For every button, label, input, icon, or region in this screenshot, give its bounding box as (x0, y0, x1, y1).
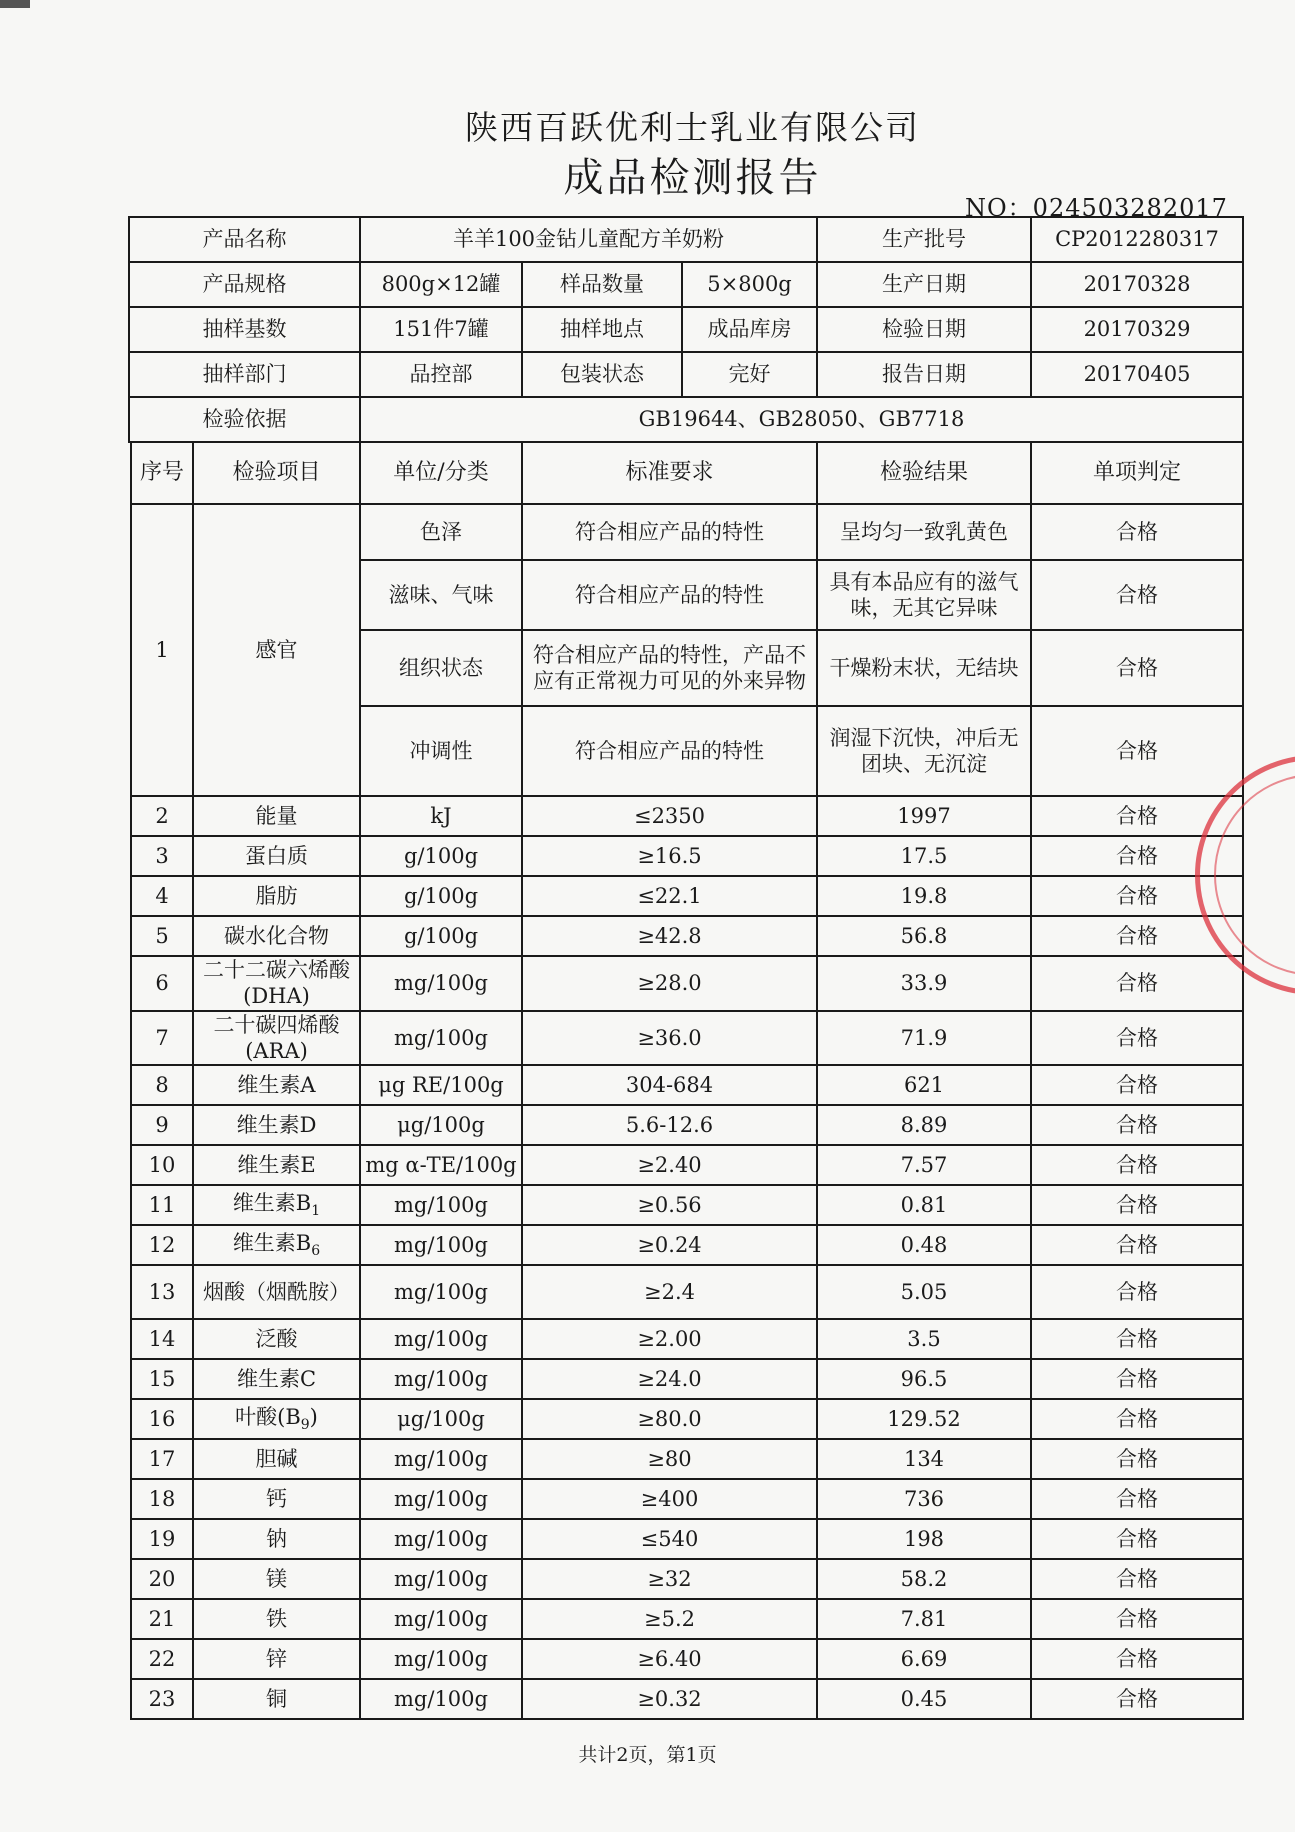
cell-unit: μg RE/100g (360, 1065, 522, 1105)
sensory-row (131, 504, 1243, 560)
cell-unit: mg/100g (360, 1439, 522, 1479)
cell-standard: ≤22.1 (522, 876, 817, 916)
cell-item (193, 1185, 360, 1225)
cell-result: 8.89 (817, 1105, 1031, 1145)
cell-standard: ≥5.2 (522, 1599, 817, 1639)
sample-qty-label: 样品数量 (522, 262, 682, 307)
sensory-standard: 符合相应产品的特性 (522, 504, 817, 560)
table-row (131, 1439, 1243, 1479)
col-judgement: 单项判定 (1031, 442, 1243, 504)
cell-judgement: 合格 (1031, 1639, 1243, 1679)
item-name: 维生素E (237, 1152, 316, 1177)
cell-judgement: 合格 (1031, 1559, 1243, 1599)
cell-item (193, 796, 360, 836)
cell-judgement: 合格 (1031, 1319, 1243, 1359)
prod-date-label: 生产日期 (817, 262, 1031, 307)
cell-standard: ≥36.0 (522, 1011, 817, 1066)
company-name: 陕西百跃优利士乳业有限公司 (465, 108, 920, 147)
product-name-label: 产品名称 (129, 217, 360, 262)
item-name: 铁 (266, 1606, 287, 1631)
cell-result: 198 (817, 1519, 1031, 1559)
cell-no: 16 (131, 1399, 193, 1439)
cell-judgement: 合格 (1031, 1185, 1243, 1225)
col-result: 检验结果 (817, 442, 1031, 504)
cell-standard: ≤2350 (522, 796, 817, 836)
cell-result: 17.5 (817, 836, 1031, 876)
cell-judgement: 合格 (1031, 1439, 1243, 1479)
item-name: 维生素C (236, 1366, 317, 1391)
sensory-result: 具有本品应有的滋气味，无其它异味 (817, 560, 1031, 630)
cell-result: 1997 (817, 796, 1031, 836)
cell-unit: kJ (360, 796, 522, 836)
cell-no: 4 (131, 876, 193, 916)
page-footer: 共计2页，第1页 (578, 1744, 717, 1766)
cell-no: 22 (131, 1639, 193, 1679)
cell-unit: g/100g (360, 836, 522, 876)
cell-result: 71.9 (817, 1011, 1031, 1066)
cell-judgement: 合格 (1031, 1265, 1243, 1319)
cell-no: 2 (131, 796, 193, 836)
item-subscript: 6 (311, 1242, 321, 1259)
table-row (131, 916, 1243, 956)
cell-judgement: 合格 (1031, 1479, 1243, 1519)
sensory-result: 干燥粉末状，无结块 (817, 630, 1031, 706)
cell-no: 12 (131, 1225, 193, 1265)
item-name: 泛酸 (255, 1326, 298, 1351)
prod-date-value: 20170328 (1031, 262, 1243, 307)
cell-item (193, 1599, 360, 1639)
sensory-judgement: 合格 (1031, 560, 1243, 630)
cell-unit: mg/100g (360, 956, 522, 1011)
report-date-label: 报告日期 (817, 352, 1031, 397)
table-row (131, 796, 1243, 836)
cell-item (193, 1679, 360, 1719)
item-subscript: 1 (311, 1202, 321, 1219)
cell-item (193, 1145, 360, 1185)
item-subscript: 9 (300, 1416, 310, 1433)
cell-result: 7.81 (817, 1599, 1031, 1639)
company-seal-ring (1214, 774, 1295, 976)
cell-unit: mg α-TE/100g (360, 1145, 522, 1185)
item-name: 维生素D (236, 1112, 317, 1137)
cell-item (193, 1479, 360, 1519)
col-unit: 单位/分类 (360, 442, 522, 504)
cell-no: 17 (131, 1439, 193, 1479)
cell-standard: ≥0.32 (522, 1679, 817, 1719)
sensory-item: 感官 (193, 504, 360, 796)
cell-judgement: 合格 (1031, 1145, 1243, 1185)
pack-value: 完好 (682, 352, 817, 397)
table-row (131, 1599, 1243, 1639)
cell-judgement: 合格 (1031, 1519, 1243, 1559)
cell-unit: mg/100g (360, 1679, 522, 1719)
spec-value: 800g×12罐 (360, 262, 522, 307)
sensory-judgement: 合格 (1031, 630, 1243, 706)
cell-standard: 304-684 (522, 1065, 817, 1105)
cell-result: 0.81 (817, 1185, 1031, 1225)
cell-item (193, 1639, 360, 1679)
table-row (131, 1011, 1243, 1066)
table-row (131, 1359, 1243, 1399)
cell-result: 33.9 (817, 956, 1031, 1011)
item-name: 钠 (266, 1526, 287, 1551)
cell-judgement: 合格 (1031, 876, 1243, 916)
cell-standard: 5.6-12.6 (522, 1105, 817, 1145)
table-row (131, 1105, 1243, 1145)
base-value: 151件7罐 (360, 307, 522, 352)
item-name: 胆碱 (255, 1446, 298, 1471)
table-row (131, 1145, 1243, 1185)
cell-judgement: 合格 (1031, 796, 1243, 836)
cell-result: 7.57 (817, 1145, 1031, 1185)
cell-unit: mg/100g (360, 1479, 522, 1519)
info-row (129, 262, 1243, 307)
cell-item (193, 1359, 360, 1399)
cell-standard: ≥0.24 (522, 1225, 817, 1265)
cell-unit: g/100g (360, 916, 522, 956)
cell-item (193, 1559, 360, 1599)
product-name-value: 羊羊100金钻儿童配方羊奶粉 (360, 217, 817, 262)
sensory-result: 润湿下沉快，冲后无团块、无沉淀 (817, 706, 1031, 796)
cell-item (193, 1105, 360, 1145)
pack-label: 包装状态 (522, 352, 682, 397)
test-date-value: 20170329 (1031, 307, 1243, 352)
item-name: 蛋白质 (245, 843, 308, 868)
table-row (131, 836, 1243, 876)
cell-no: 19 (131, 1519, 193, 1559)
cell-judgement: 合格 (1031, 916, 1243, 956)
cell-judgement: 合格 (1031, 956, 1243, 1011)
item-name: 二十二碳六烯酸(DHA) (203, 958, 350, 1009)
sensory-unit: 滋味、气味 (360, 560, 522, 630)
cell-item (193, 956, 360, 1011)
item-name: 维生素A (237, 1072, 316, 1097)
sensory-judgement: 合格 (1031, 504, 1243, 560)
cell-no: 5 (131, 916, 193, 956)
sensory-unit: 冲调性 (360, 706, 522, 796)
table-row (131, 1519, 1243, 1559)
cell-result: 6.69 (817, 1639, 1031, 1679)
item-name: 烟酸（烟酰胺） (203, 1279, 350, 1304)
info-row (129, 217, 1243, 262)
table-row (131, 1679, 1243, 1719)
cell-unit: μg/100g (360, 1105, 522, 1145)
cell-judgement: 合格 (1031, 1679, 1243, 1719)
cell-standard: ≥32 (522, 1559, 817, 1599)
cell-standard: ≥6.40 (522, 1639, 817, 1679)
cell-judgement: 合格 (1031, 1225, 1243, 1265)
cell-item (193, 836, 360, 876)
cell-no: 10 (131, 1145, 193, 1185)
item-name: 维生素B (232, 1190, 312, 1215)
table-row (131, 1479, 1243, 1519)
cell-item (193, 1065, 360, 1105)
cell-no: 9 (131, 1105, 193, 1145)
product-info-table (128, 216, 1244, 443)
item-name: 能量 (255, 803, 298, 828)
cell-result: 96.5 (817, 1359, 1031, 1399)
cell-item (193, 1319, 360, 1359)
sensory-unit: 组织状态 (360, 630, 522, 706)
cell-no: 20 (131, 1559, 193, 1599)
cell-unit: mg/100g (360, 1599, 522, 1639)
location-label: 抽样地点 (522, 307, 682, 352)
table-row (131, 1639, 1243, 1679)
batch-label: 生产批号 (817, 217, 1031, 262)
sensory-standard: 符合相应产品的特性 (522, 560, 817, 630)
cell-no: 11 (131, 1185, 193, 1225)
cell-standard: ≥24.0 (522, 1359, 817, 1399)
cell-no: 21 (131, 1599, 193, 1639)
cell-item (193, 1225, 360, 1265)
test-date-label: 检验日期 (817, 307, 1031, 352)
table-row (131, 1559, 1243, 1599)
cell-no: 14 (131, 1319, 193, 1359)
item-suffix: ) (309, 1404, 318, 1429)
test-results-table (130, 441, 1244, 1720)
cell-standard: ≥80.0 (522, 1399, 817, 1439)
cell-unit: g/100g (360, 876, 522, 916)
cell-no: 23 (131, 1679, 193, 1719)
cell-result: 0.45 (817, 1679, 1031, 1719)
info-row (129, 307, 1243, 352)
cell-judgement: 合格 (1031, 836, 1243, 876)
cell-standard: ≤540 (522, 1519, 817, 1559)
table-row (131, 876, 1243, 916)
col-item: 检验项目 (193, 442, 360, 504)
sensory-standard: 符合相应产品的特性，产品不应有正常视力可见的外来异物 (522, 630, 817, 706)
item-name: 铜 (266, 1686, 287, 1711)
cell-result: 129.52 (817, 1399, 1031, 1439)
cell-result: 3.5 (817, 1319, 1031, 1359)
cell-unit: mg/100g (360, 1559, 522, 1599)
cell-unit: mg/100g (360, 1319, 522, 1359)
cell-item (193, 1265, 360, 1319)
location-value: 成品库房 (682, 307, 817, 352)
cell-standard: ≥16.5 (522, 836, 817, 876)
cell-item (193, 1519, 360, 1559)
sample-qty-value: 5×800g (682, 262, 817, 307)
info-row (129, 397, 1243, 442)
item-name: 镁 (266, 1566, 287, 1591)
item-name: 脂肪 (255, 883, 298, 908)
cell-no: 18 (131, 1479, 193, 1519)
cell-standard: ≥0.56 (522, 1185, 817, 1225)
cell-result: 5.05 (817, 1265, 1031, 1319)
table-row (131, 1225, 1243, 1265)
basis-label: 检验依据 (129, 397, 360, 442)
col-standard: 标准要求 (522, 442, 817, 504)
cell-item (193, 916, 360, 956)
cell-unit: mg/100g (360, 1639, 522, 1679)
table-row (131, 1319, 1243, 1359)
cell-standard: ≥28.0 (522, 956, 817, 1011)
cell-unit: mg/100g (360, 1359, 522, 1399)
item-name: 叶酸(B (235, 1404, 301, 1429)
cell-unit: mg/100g (360, 1225, 522, 1265)
cell-judgement: 合格 (1031, 1105, 1243, 1145)
cell-no: 6 (131, 956, 193, 1011)
cell-no: 8 (131, 1065, 193, 1105)
report-date-value: 20170405 (1031, 352, 1243, 397)
cell-unit: mg/100g (360, 1265, 522, 1319)
item-name: 碳水化合物 (224, 923, 329, 948)
column-header-row (131, 442, 1243, 504)
sensory-unit: 色泽 (360, 504, 522, 560)
scan-corner-mark (0, 0, 30, 8)
dept-label: 抽样部门 (129, 352, 360, 397)
table-row (131, 1265, 1243, 1319)
info-row (129, 352, 1243, 397)
item-name: 维生素B (232, 1230, 312, 1255)
cell-no: 3 (131, 836, 193, 876)
sensory-no: 1 (131, 504, 193, 796)
cell-judgement: 合格 (1031, 1065, 1243, 1105)
cell-judgement: 合格 (1031, 1399, 1243, 1439)
cell-result: 58.2 (817, 1559, 1031, 1599)
cell-no: 15 (131, 1359, 193, 1399)
dept-value: 品控部 (360, 352, 522, 397)
cell-unit: mg/100g (360, 1011, 522, 1066)
sensory-standard: 符合相应产品的特性 (522, 706, 817, 796)
col-no: 序号 (131, 442, 193, 504)
cell-result: 19.8 (817, 876, 1031, 916)
sensory-result: 呈均匀一致乳黄色 (817, 504, 1031, 560)
item-name: 二十碳四烯酸(ARA) (213, 1012, 340, 1063)
cell-result: 736 (817, 1479, 1031, 1519)
sensory-judgement: 合格 (1031, 706, 1243, 796)
cell-result: 0.48 (817, 1225, 1031, 1265)
basis-value: GB19644、GB28050、GB7718 (360, 397, 1243, 442)
cell-standard: ≥2.00 (522, 1319, 817, 1359)
table-row (131, 1065, 1243, 1105)
item-name: 钙 (266, 1486, 287, 1511)
table-row (131, 1185, 1243, 1225)
batch-value: CP2012280317 (1031, 217, 1243, 262)
cell-result: 621 (817, 1065, 1031, 1105)
cell-result: 134 (817, 1439, 1031, 1479)
cell-item (193, 1011, 360, 1066)
spec-label: 产品规格 (129, 262, 360, 307)
cell-unit: mg/100g (360, 1185, 522, 1225)
report-title: 成品检测报告 (563, 155, 822, 201)
base-label: 抽样基数 (129, 307, 360, 352)
cell-item (193, 1439, 360, 1479)
cell-standard: ≥42.8 (522, 916, 817, 956)
cell-judgement: 合格 (1031, 1359, 1243, 1399)
cell-standard: ≥400 (522, 1479, 817, 1519)
item-name: 锌 (266, 1646, 287, 1671)
cell-standard: ≥2.4 (522, 1265, 817, 1319)
cell-unit: μg/100g (360, 1399, 522, 1439)
cell-item (193, 876, 360, 916)
cell-standard: ≥2.40 (522, 1145, 817, 1185)
table-row (131, 1399, 1243, 1439)
cell-standard: ≥80 (522, 1439, 817, 1479)
cell-judgement: 合格 (1031, 1011, 1243, 1066)
cell-item (193, 1399, 360, 1439)
report-number: NO：024503282017 (965, 194, 1228, 222)
cell-unit: mg/100g (360, 1519, 522, 1559)
cell-no: 13 (131, 1265, 193, 1319)
table-row (131, 956, 1243, 1011)
cell-no: 7 (131, 1011, 193, 1066)
cell-judgement: 合格 (1031, 1599, 1243, 1639)
cell-result: 56.8 (817, 916, 1031, 956)
